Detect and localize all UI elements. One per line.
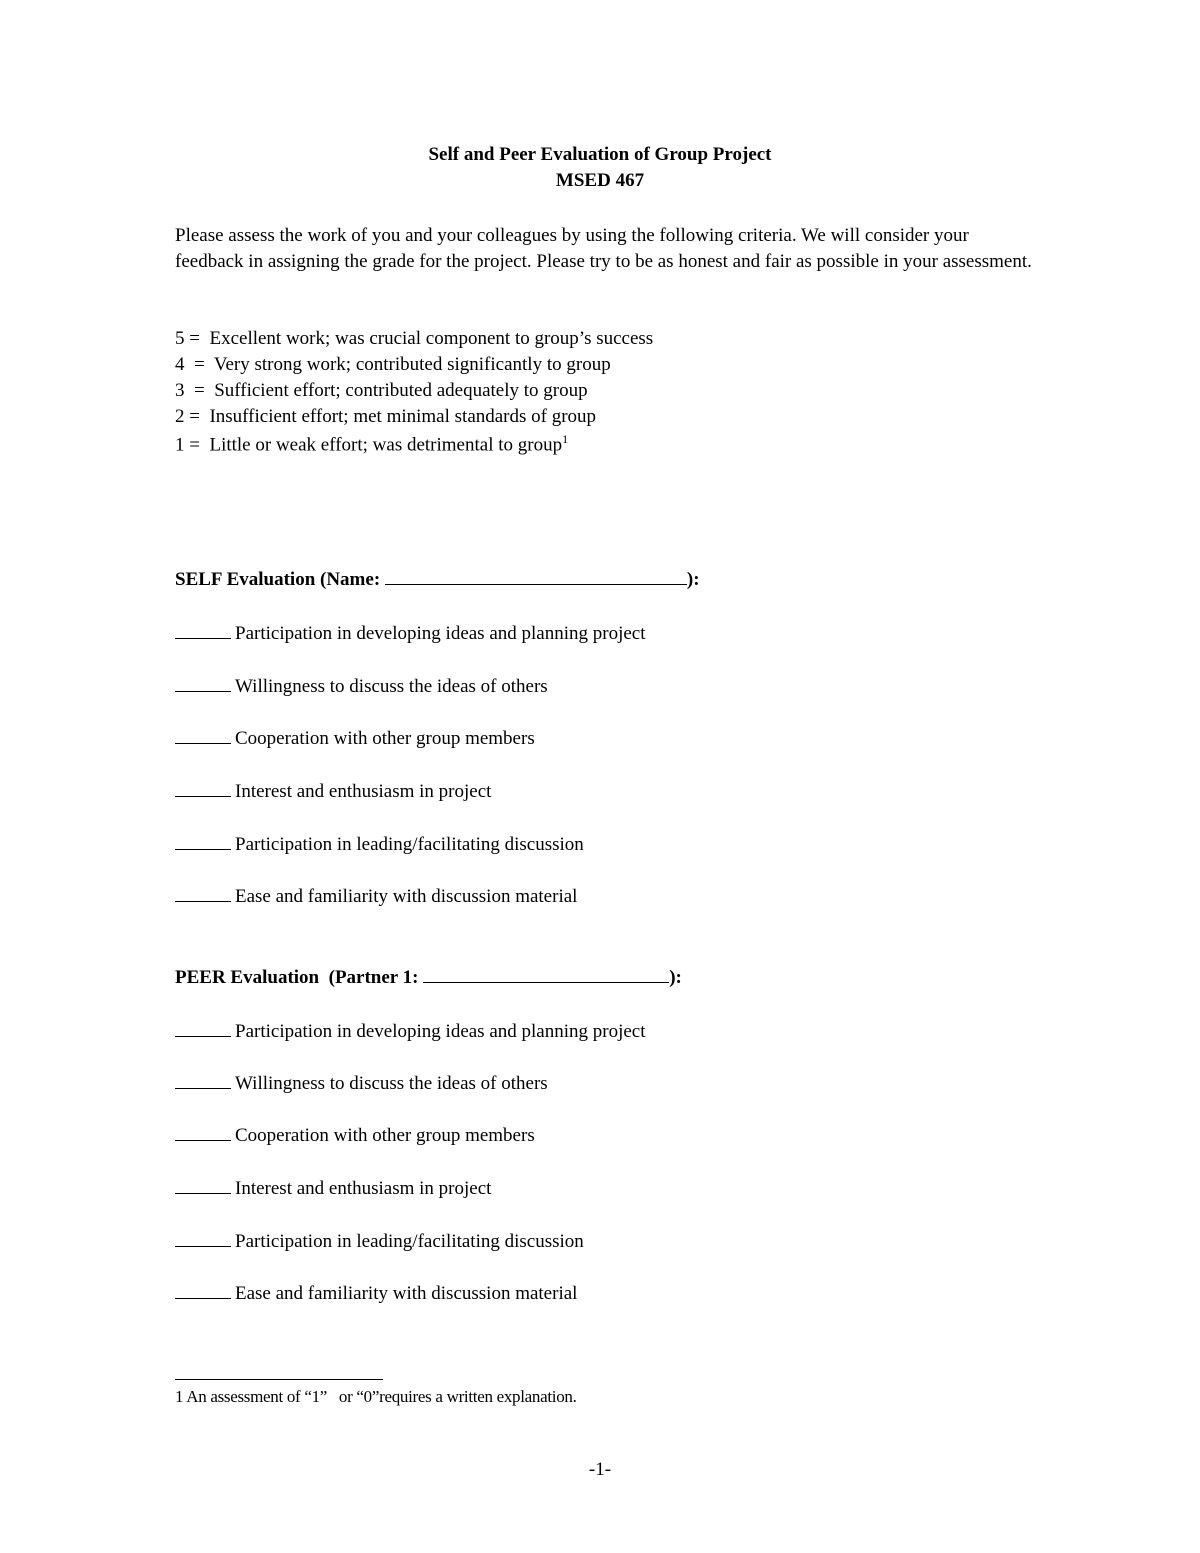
self-criterion-row bbox=[175, 882, 577, 908]
self-heading-suffix: ): bbox=[686, 569, 700, 590]
peer-criterion-row bbox=[175, 1227, 584, 1253]
criterion-label: Ease and familiarity with discussion material bbox=[235, 886, 578, 907]
course-code: MSED 467 bbox=[555, 170, 645, 191]
peer-score-blank[interactable] bbox=[175, 1227, 231, 1247]
self-score-blank[interactable] bbox=[175, 777, 231, 797]
self-criterion-row bbox=[175, 830, 584, 856]
peer-criterion-row bbox=[175, 1121, 535, 1147]
peer-evaluation-heading bbox=[175, 963, 682, 989]
criterion-label: Willingness to discuss the ideas of others bbox=[235, 676, 548, 697]
scale-item-4: 4 = Very strong work; contributed significantly to group bbox=[175, 354, 611, 375]
peer-score-blank[interactable] bbox=[175, 1174, 231, 1194]
peer-heading-label: PEER Evaluation (Partner 1: bbox=[175, 967, 424, 988]
self-criterion-row bbox=[175, 777, 491, 803]
self-criterion-row bbox=[175, 724, 535, 750]
peer-score-blank[interactable] bbox=[175, 1069, 231, 1089]
scale-item-1-text: 1 = Little or weak effort; was detrimental to group bbox=[175, 434, 563, 456]
peer-score-blank[interactable] bbox=[175, 1017, 231, 1037]
document-title: Self and Peer Evaluation of Group Project bbox=[428, 144, 772, 165]
self-evaluation-heading bbox=[175, 565, 700, 591]
peer-criterion-row bbox=[175, 1069, 548, 1095]
partner-name-blank[interactable] bbox=[423, 963, 669, 983]
criterion-label: Ease and familiarity with discussion material bbox=[235, 1283, 578, 1304]
peer-criterion-row bbox=[175, 1017, 646, 1043]
scale-item-3: 3 = Sufficient effort; contributed adequately to group bbox=[175, 380, 588, 401]
self-criterion-row bbox=[175, 619, 646, 645]
scale-item-2: 2 = Insufficient effort; met minimal standards of group bbox=[175, 406, 597, 427]
criterion-label: Participation in developing ideas and planning project bbox=[235, 623, 646, 644]
self-name-blank[interactable] bbox=[385, 565, 687, 585]
criterion-label: Participation in developing ideas and planning project bbox=[235, 1021, 646, 1042]
criterion-label: Cooperation with other group members bbox=[235, 1125, 535, 1146]
peer-criterion-row bbox=[175, 1174, 491, 1200]
criterion-label: Cooperation with other group members bbox=[235, 728, 535, 749]
self-score-blank[interactable] bbox=[175, 830, 231, 850]
criterion-label: Willingness to discuss the ideas of others bbox=[235, 1073, 548, 1094]
self-criterion-row bbox=[175, 672, 548, 698]
footnote-reference: 1 bbox=[562, 432, 569, 446]
footnote-separator bbox=[175, 1379, 383, 1380]
criterion-label: Participation in leading/facilitating discussion bbox=[235, 834, 584, 855]
self-score-blank[interactable] bbox=[175, 882, 231, 902]
self-score-blank[interactable] bbox=[175, 724, 231, 744]
self-score-blank[interactable] bbox=[175, 619, 231, 639]
scale-item-5: 5 = Excellent work; was crucial component to group’s success bbox=[175, 328, 654, 349]
peer-criterion-row bbox=[175, 1279, 577, 1305]
self-score-blank[interactable] bbox=[175, 672, 231, 692]
scale-item-1 bbox=[175, 432, 568, 456]
self-heading-label: SELF Evaluation (Name: bbox=[175, 569, 385, 590]
page-number: -1- bbox=[588, 1459, 612, 1480]
peer-score-blank[interactable] bbox=[175, 1121, 231, 1141]
criterion-label: Interest and enthusiasm in project bbox=[235, 781, 492, 802]
peer-heading-suffix: ): bbox=[669, 967, 682, 988]
footnote-text: 1 An assessment of “1” or “0”requires a written explanation. bbox=[175, 1387, 577, 1406]
peer-score-blank[interactable] bbox=[175, 1279, 231, 1299]
instructions-paragraph: Please assess the work of you and your colleagues by using the following criteria. We will consider your feedback in assigning the grade for the project. Please try to be as honest and fair as possible in your assessment. bbox=[175, 225, 1032, 272]
criterion-label: Participation in leading/facilitating discussion bbox=[235, 1231, 584, 1252]
criterion-label: Interest and enthusiasm in project bbox=[235, 1178, 492, 1199]
